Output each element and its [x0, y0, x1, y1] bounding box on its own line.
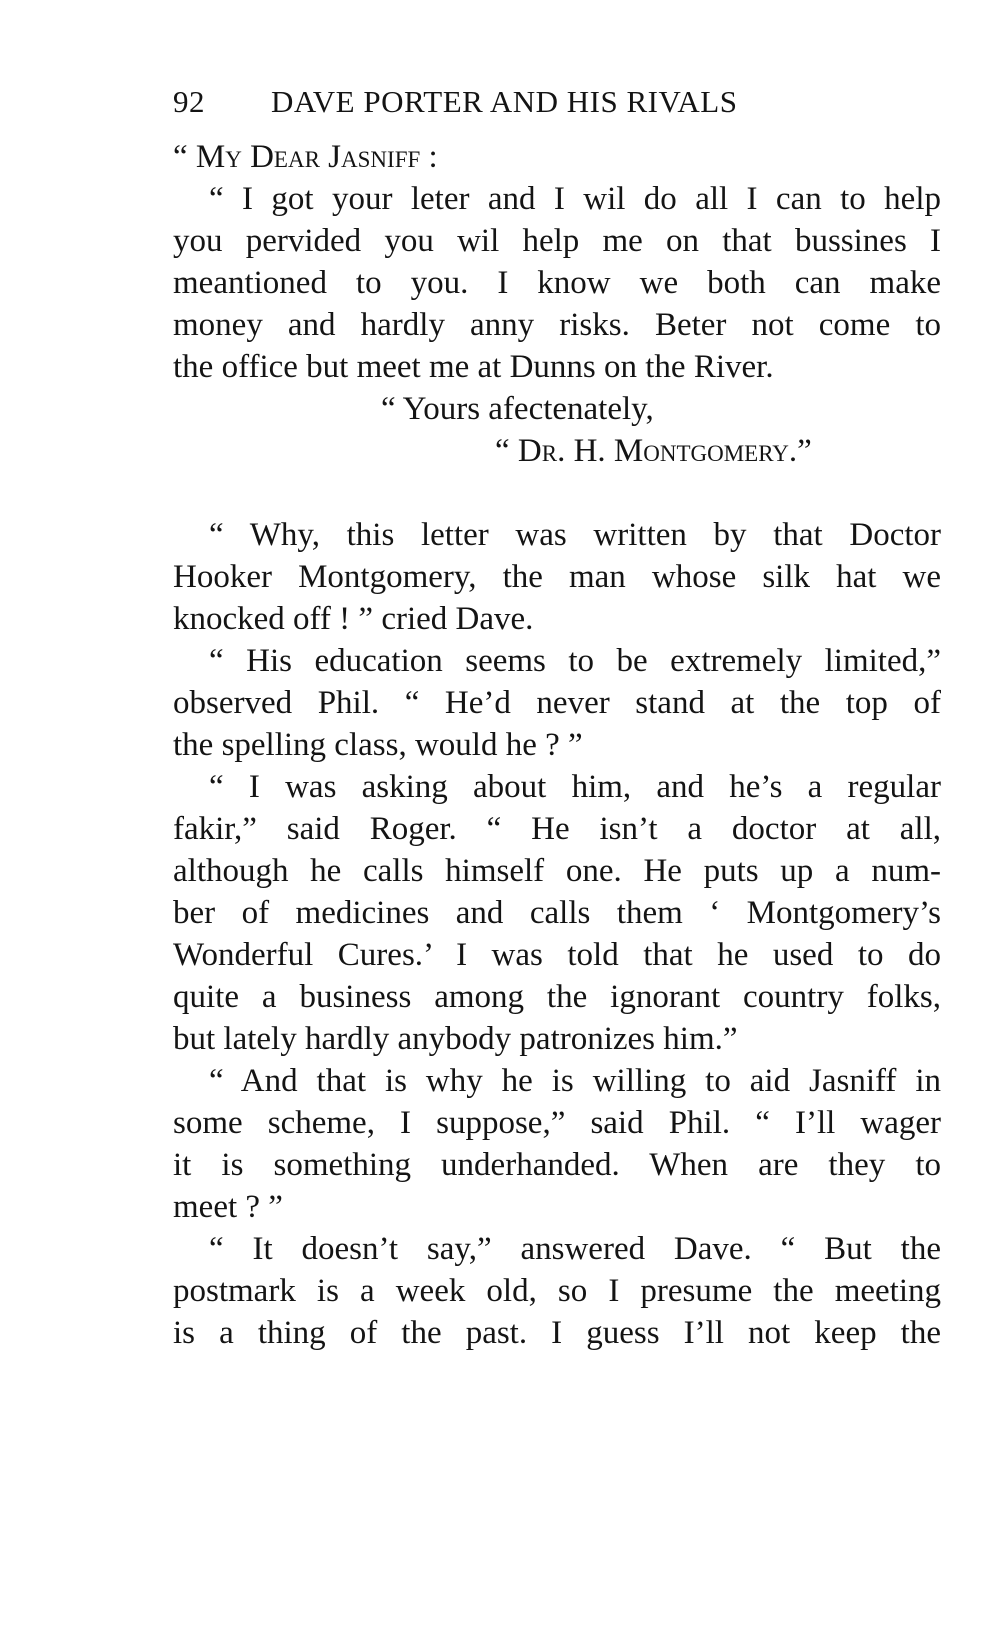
- body-line: postmark is a week old, so I presume the meeting: [173, 1273, 941, 1309]
- section-gap: [173, 472, 941, 514]
- body-line: Hooker Montgomery, the man whose silk hat we: [173, 559, 941, 595]
- body-line: knocked off ! ” cried Dave.: [173, 601, 534, 637]
- body-line: observed Phil. “ He’d never stand at the top of: [173, 685, 941, 721]
- running-header: [173, 78, 873, 126]
- body-line: but lately hardly anybody patronizes him.”: [173, 1021, 738, 1057]
- letter-line: money and hardly anny risks. Beter not come to: [173, 307, 941, 343]
- body-line: “ And that is why he is willing to aid Jasniff in: [209, 1063, 941, 1099]
- body-line: although he calls himself one. He puts up a num-: [173, 853, 941, 889]
- letter-line: meantioned to you. I know we both can make: [173, 265, 941, 301]
- page-text: [173, 136, 941, 1354]
- body-line: “ Why, this letter was written by that Doctor: [209, 517, 941, 553]
- body-line: it is something underhanded. When are they to: [173, 1147, 941, 1183]
- body-line: quite a business among the ignorant country folks,: [173, 979, 941, 1015]
- running-title: DAVE PORTER AND HIS RIVALS: [271, 84, 738, 119]
- letter-salutation: “ My Dear Jasniff :: [173, 139, 438, 175]
- letter-line: you pervided you wil help me on that bussines I: [173, 223, 941, 259]
- body-line: the spelling class, would he ? ”: [173, 727, 583, 763]
- letter-line: “ I got your leter and I wil do all I can to help: [209, 181, 941, 217]
- body-line: ber of medicines and calls them ‘ Montgomery’s: [173, 895, 941, 931]
- body-line: “ I was asking about him, and he’s a regular: [209, 769, 941, 805]
- letter-signature: “ Dr. H. Montgomery.”: [495, 433, 812, 469]
- body-line: “ His education seems to be extremely limited,”: [209, 643, 941, 679]
- body-line: some scheme, I suppose,” said Phil. “ I’ll wager: [173, 1105, 941, 1141]
- body-line: “ It doesn’t say,” answered Dave. “ But the: [209, 1231, 941, 1267]
- body-line: Wonderful Cures.’ I was told that he used to do: [173, 937, 941, 973]
- page-number: 92: [173, 84, 205, 119]
- body-line: is a thing of the past. I guess I’ll not keep the: [173, 1315, 941, 1351]
- letter-closing: “ Yours afectenately,: [381, 391, 654, 427]
- body-line: fakir,” said Roger. “ He isn’t a doctor at all,: [173, 811, 941, 847]
- letter-line: the office but meet me at Dunns on the River.: [173, 349, 774, 385]
- body-line: meet ? ”: [173, 1189, 283, 1225]
